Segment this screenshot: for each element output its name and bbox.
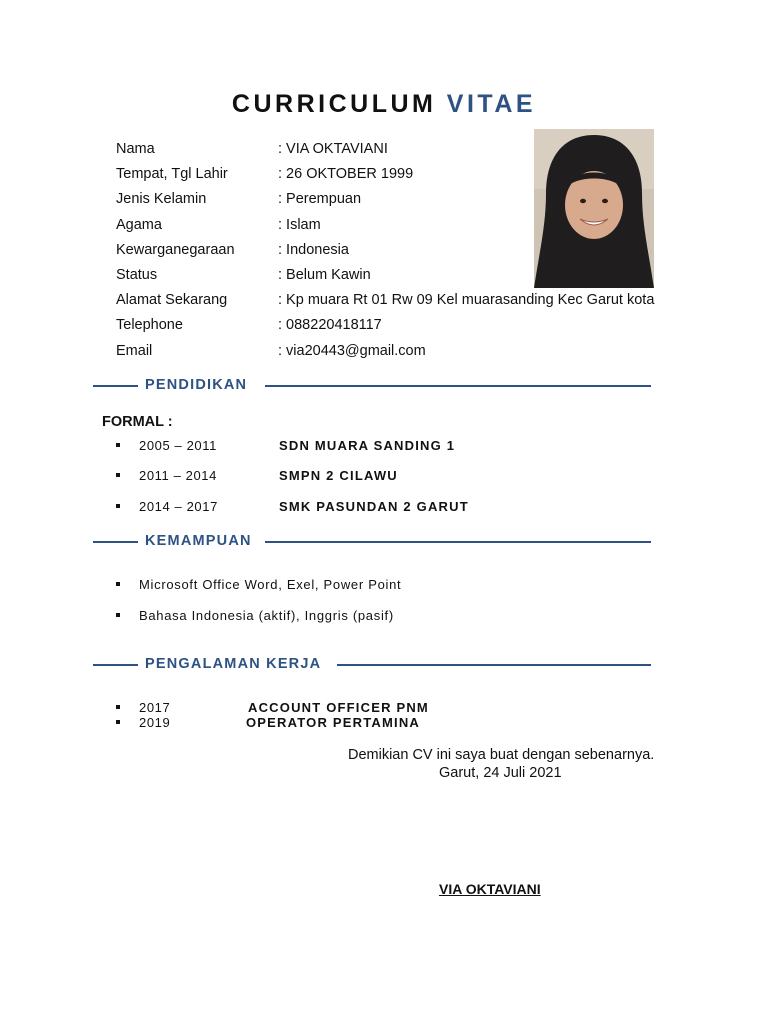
- closing-place-date: Garut, 24 Juli 2021: [439, 765, 562, 781]
- info-value: : VIA OKTAVIANI: [278, 141, 388, 157]
- education-years: 2014 – 2017: [139, 499, 218, 514]
- page-title: [0, 90, 768, 119]
- section-divider: [265, 541, 651, 543]
- section-pendidikan: [93, 376, 651, 396]
- info-value: : 088220418117: [278, 317, 382, 334]
- education-years: 2005 – 2011: [139, 438, 217, 453]
- experience-year: 2019: [139, 715, 171, 730]
- section-title: KEMAMPUAN: [145, 533, 252, 549]
- square-bullet-icon: [116, 443, 120, 447]
- title-accent: VITAE: [446, 90, 537, 118]
- section-title: PENDIDIKAN: [145, 377, 248, 393]
- education-school: SDN MUARA SANDING 1: [279, 438, 456, 453]
- title-main: CURRICULUM: [231, 90, 437, 118]
- profile-photo-icon: [534, 129, 654, 288]
- info-value: : Kp muara Rt 01 Rw 09 Kel muarasanding Kec Garut kota: [278, 292, 655, 309]
- info-value: : Indonesia: [278, 241, 349, 258]
- section-divider: [93, 385, 138, 387]
- info-label: Agama: [116, 216, 162, 233]
- signature-name: VIA OKTAVIANI: [439, 881, 541, 897]
- section-divider: [337, 664, 651, 666]
- education-school: SMPN 2 CILAWU: [279, 468, 398, 483]
- closing-statement: Demikian CV ini saya buat dengan sebenarnya.: [348, 747, 655, 763]
- info-value: : Islam: [278, 216, 321, 233]
- info-value: : 26 OKTOBER 1999: [278, 166, 414, 183]
- skill-text: Microsoft Office Word, Exel, Power Point: [139, 577, 402, 592]
- square-bullet-icon: [116, 613, 120, 617]
- experience-year: 2017: [139, 700, 171, 715]
- section-divider: [93, 664, 138, 666]
- square-bullet-icon: [116, 705, 120, 709]
- info-label: Kewarganegaraan: [116, 241, 235, 258]
- section-title: PENGALAMAN KERJA: [145, 656, 322, 672]
- info-label: Tempat, Tgl Lahir: [116, 166, 228, 183]
- section-pengalaman-kerja: [93, 655, 651, 675]
- info-value: : via20443@gmail.com: [278, 342, 426, 359]
- experience-position: OPERATOR PERTAMINA: [246, 715, 420, 730]
- info-value: : Perempuan: [278, 191, 362, 208]
- experience-position: ACCOUNT OFFICER PNM: [248, 700, 429, 715]
- section-kemampuan: [93, 532, 651, 552]
- info-value: : Belum Kawin: [278, 266, 371, 283]
- info-label: Alamat Sekarang: [116, 292, 228, 309]
- info-label: Telephone: [116, 317, 183, 334]
- info-label: Status: [116, 266, 158, 283]
- square-bullet-icon: [116, 720, 120, 724]
- formal-label: FORMAL :: [102, 414, 173, 430]
- section-divider: [93, 541, 138, 543]
- education-school: SMK PASUNDAN 2 GARUT: [279, 499, 469, 514]
- square-bullet-icon: [116, 582, 120, 586]
- info-label: Email: [116, 342, 153, 359]
- skill-text: Bahasa Indonesia (aktif), Inggris (pasif): [139, 608, 394, 623]
- info-label: Jenis Kelamin: [116, 191, 207, 208]
- square-bullet-icon: [116, 473, 120, 477]
- section-divider: [265, 385, 651, 387]
- info-label: Nama: [116, 141, 155, 157]
- square-bullet-icon: [116, 504, 120, 508]
- education-years: 2011 – 2014: [139, 468, 217, 483]
